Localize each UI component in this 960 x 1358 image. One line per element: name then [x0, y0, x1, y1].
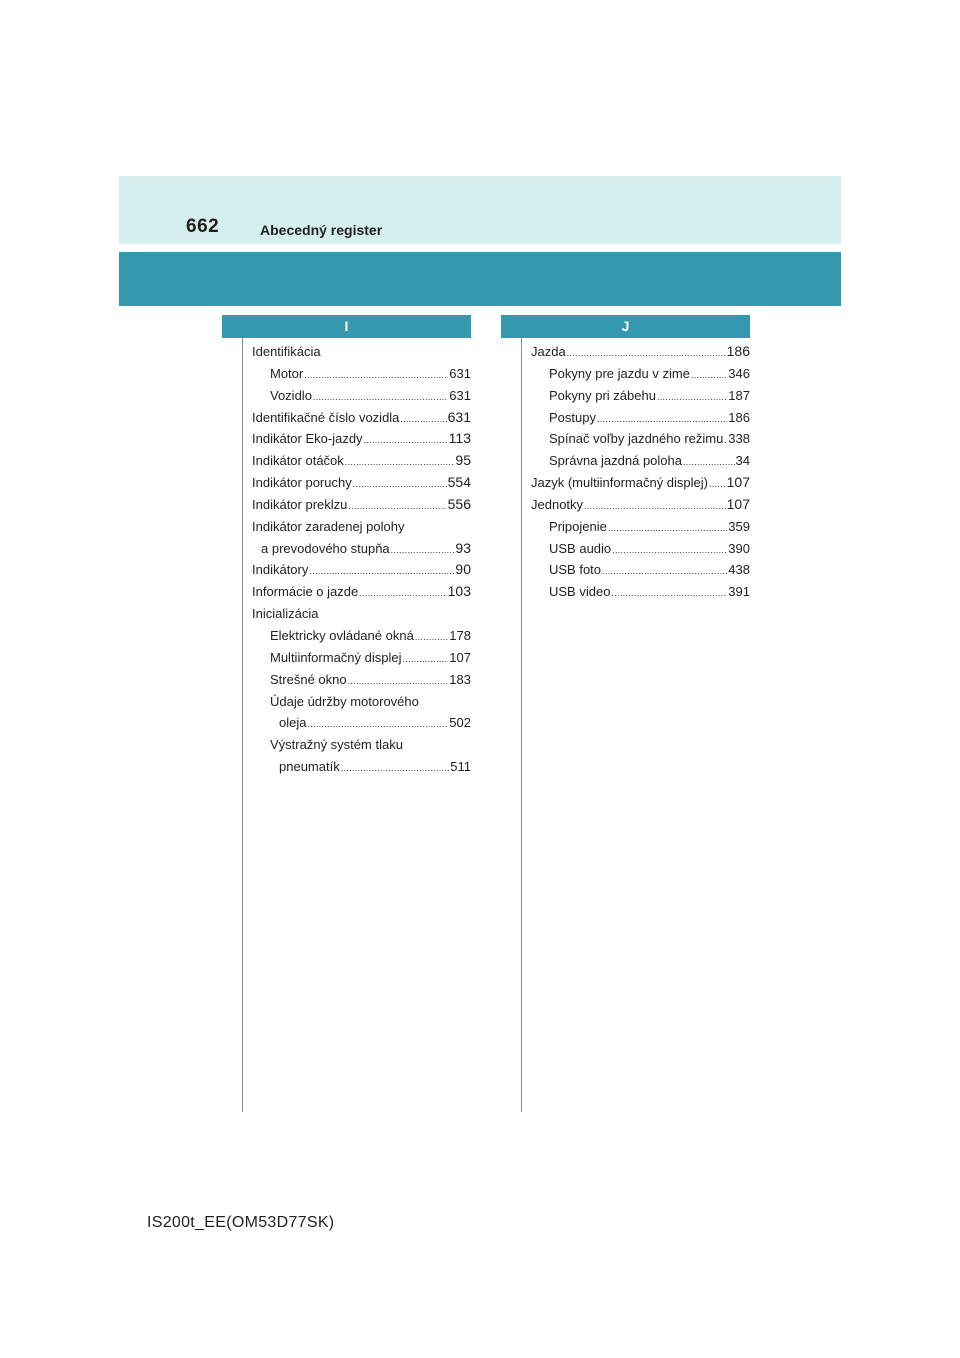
index-entry	[252, 712, 471, 734]
entry-term: Spínač voľby jazdného režimu	[549, 431, 724, 447]
entry-term: Indikátor preklzu	[252, 496, 348, 512]
index-column-j	[531, 341, 750, 603]
index-entry	[252, 581, 471, 603]
entry-term: Vozidlo	[270, 387, 312, 403]
index-entry	[252, 647, 471, 669]
index-entry	[531, 385, 750, 407]
entry-page-number: 438	[728, 562, 750, 578]
dot-leader	[403, 649, 449, 671]
entry-page-number: 103	[447, 583, 471, 600]
entry-page-number: 34	[735, 453, 750, 469]
index-entry	[252, 559, 471, 581]
entry-term: a prevodového stupňa	[261, 540, 390, 556]
index-entry	[252, 691, 471, 713]
entry-page-number: 187	[728, 387, 750, 403]
entry-term: USB video	[549, 584, 611, 600]
entry-page-number: 186	[728, 409, 750, 425]
entry-term: Motor	[270, 365, 304, 381]
dot-leader	[348, 671, 449, 693]
index-entry	[531, 472, 750, 494]
index-entry	[531, 428, 750, 450]
entry-term: Výstražný systém tlaku	[270, 737, 403, 753]
index-entry	[531, 407, 750, 429]
entry-page-number: 391	[728, 584, 750, 600]
entry-term: Indikátory	[252, 562, 309, 578]
section-title: Abecedný register	[260, 222, 383, 238]
dot-leader	[608, 518, 727, 540]
dot-leader	[359, 583, 446, 605]
index-entry	[252, 428, 471, 450]
entry-term: Informácie o jazde	[252, 584, 359, 600]
dot-leader	[345, 452, 455, 474]
index-entry	[531, 363, 750, 385]
index-entry	[252, 669, 471, 691]
entry-term: USB foto	[549, 562, 602, 578]
entry-page-number: 186	[726, 343, 750, 359]
dot-leader	[612, 540, 727, 562]
index-entry	[531, 581, 750, 603]
entry-term: Identifikácia	[252, 344, 321, 359]
dot-leader	[415, 627, 448, 649]
entry-page-number: 631	[447, 408, 471, 425]
dot-leader	[567, 343, 726, 365]
index-entry	[531, 494, 750, 516]
entry-page-number: 183	[449, 671, 471, 687]
dot-leader	[348, 496, 446, 518]
index-entry	[252, 603, 471, 625]
entry-page-number: 107	[726, 495, 750, 512]
entry-page-number: 95	[455, 452, 471, 469]
entry-term: Multiinformačný displej	[270, 649, 402, 665]
index-entry	[531, 559, 750, 581]
index-entry	[252, 341, 471, 363]
dot-leader	[657, 387, 727, 409]
dot-leader	[307, 714, 448, 736]
entry-term: Indikátor zaradenej polohy	[252, 518, 405, 534]
dot-leader	[602, 561, 727, 583]
index-entry	[252, 407, 471, 429]
index-entry	[252, 538, 471, 560]
entry-term: Elektricky ovládané okná	[270, 627, 414, 643]
dot-leader	[683, 452, 735, 474]
dot-leader	[353, 474, 447, 496]
entry-page-number: 113	[448, 430, 471, 447]
entry-page-number: 93	[455, 539, 471, 556]
column-divider-left	[242, 338, 243, 1112]
column-heading-i: I	[222, 315, 471, 338]
entry-page-number: 390	[728, 540, 750, 556]
entry-page-number: 502	[449, 715, 471, 731]
entry-term: pneumatík	[279, 759, 340, 775]
dot-leader	[611, 583, 727, 605]
entry-term: Postupy	[549, 409, 596, 425]
entry-term: Identifikačné číslo vozidla	[252, 409, 400, 425]
entry-term: Údaje údržby motorového	[270, 693, 419, 709]
index-entry	[531, 538, 750, 560]
entry-term: Strešné okno	[270, 671, 347, 687]
index-column-i	[252, 341, 471, 778]
header-band	[119, 176, 841, 244]
entry-term: USB audio	[549, 540, 612, 556]
index-entry	[531, 450, 750, 472]
entry-term: Pripojenie	[549, 518, 607, 534]
entry-page-number: 346	[728, 365, 750, 381]
entry-page-number: 511	[450, 759, 471, 775]
entry-page-number: 107	[449, 649, 471, 665]
dot-leader	[309, 561, 454, 583]
index-entry	[252, 734, 471, 756]
entry-term: Pokyny pre jazdu v zime	[549, 365, 690, 381]
entry-page-number: 338	[728, 431, 750, 447]
entry-term: Jazyk (multiinformačný displej)	[531, 475, 708, 491]
index-entry	[252, 516, 471, 538]
entry-term: Inicializácia	[252, 606, 319, 622]
index-entry	[252, 385, 471, 407]
column-heading-j: J	[501, 315, 750, 338]
dot-leader	[724, 430, 727, 452]
entry-page-number: 359	[728, 518, 750, 534]
index-entry	[531, 516, 750, 538]
entry-page-number: 554	[447, 474, 471, 491]
entry-page-number: 178	[449, 627, 471, 643]
dot-leader	[341, 758, 450, 780]
entry-term: oleja	[279, 715, 307, 731]
entry-page-number: 556	[447, 495, 471, 512]
dot-leader	[691, 365, 727, 387]
entry-page-number: 631	[449, 365, 471, 381]
page-number: 662	[186, 216, 220, 237]
index-entry	[252, 625, 471, 647]
dot-leader	[400, 409, 446, 431]
index-entry	[252, 756, 471, 778]
entry-page-number: 631	[449, 387, 471, 403]
index-entry	[252, 363, 471, 385]
dot-leader	[391, 540, 455, 562]
dot-leader	[304, 365, 448, 387]
index-entry	[531, 341, 750, 363]
entry-term: Indikátor otáčok	[252, 453, 344, 469]
dot-leader	[597, 409, 727, 431]
index-entry	[252, 450, 471, 472]
entry-term: Jazda	[531, 344, 566, 359]
dot-leader	[709, 474, 726, 496]
column-divider-right	[521, 338, 522, 1112]
dot-leader	[313, 387, 448, 409]
index-entry	[252, 472, 471, 494]
entry-term: Indikátor poruchy	[252, 475, 352, 491]
dot-leader	[584, 496, 726, 518]
entry-term: Indikátor Eko-jazdy	[252, 431, 363, 447]
entry-term: Pokyny pri zábehu	[549, 387, 656, 403]
entry-term: Správna jazdná poloha	[549, 453, 682, 469]
teal-band	[119, 252, 841, 306]
entry-page-number: 107	[726, 474, 750, 491]
dot-leader	[364, 430, 448, 452]
model-code: IS200t_EE(OM53D77SK)	[147, 1214, 335, 1231]
entry-term: Jednotky	[531, 496, 584, 512]
entry-page-number: 90	[455, 561, 471, 578]
index-entry	[252, 494, 471, 516]
